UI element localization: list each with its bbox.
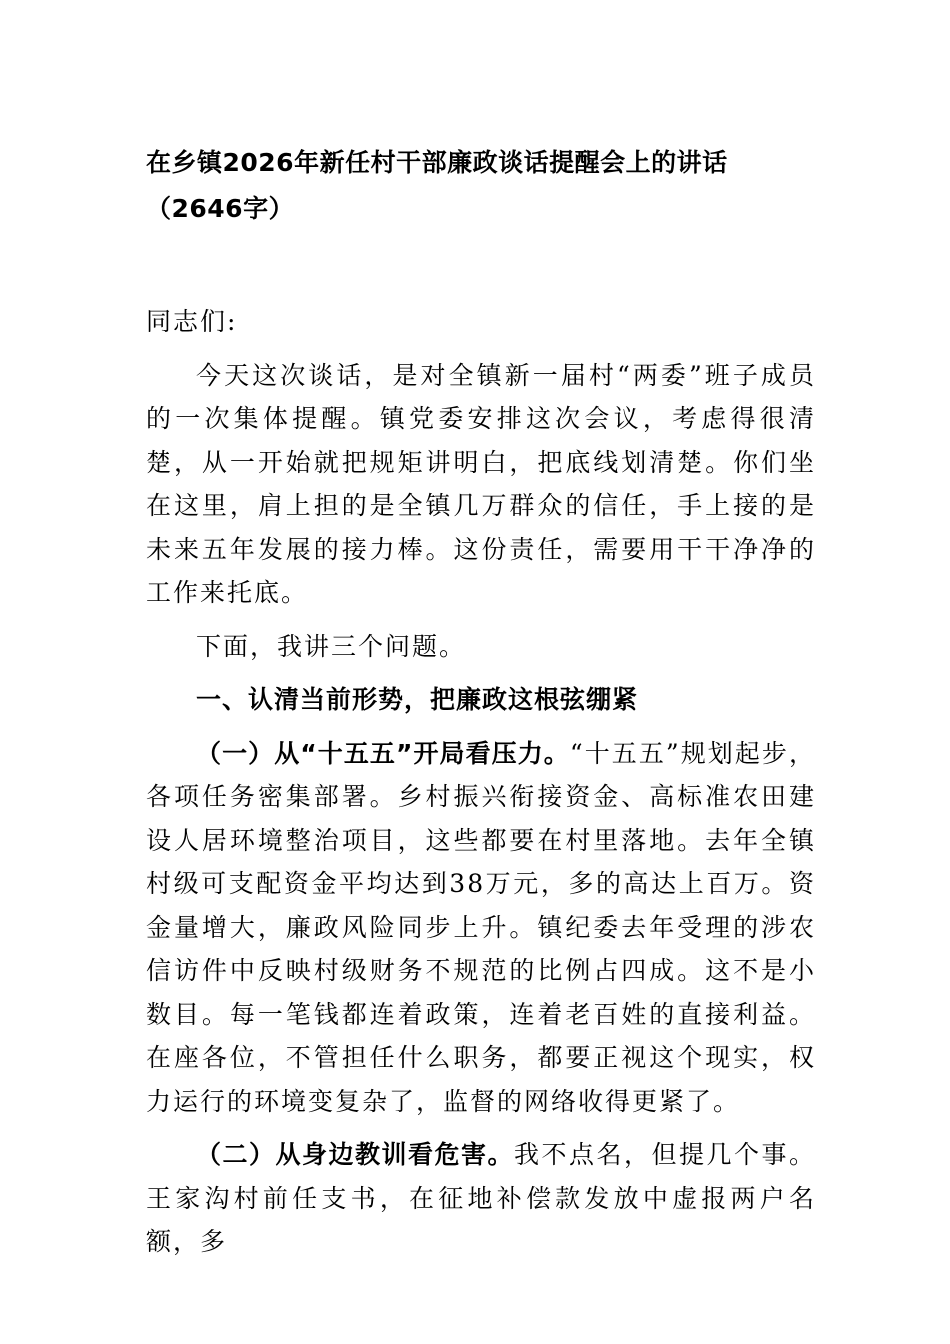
document-body [146, 300, 816, 1274]
salutation: 同志们: [146, 307, 238, 336]
subsection-2-text: 我不点名，但提几个事。王家沟村前任支书，在征地补偿款发放中虚报两户名额，多 [146, 1140, 816, 1256]
subsection-2-title: （二）从身边教训看危害。 [196, 1140, 514, 1169]
section-1-heading: 一、认清当前形势，把廉政这根弦绷紧 [196, 685, 639, 714]
subsection-1-text: “十五五”规划起步，各项任务密集部署。乡村振兴衔接资金、高标准农田建设人居环境整治项目，这些都要在村里落地。去年全镇村级可支配资金平均达到38万元，多的高达上百万。资金量增大，廉政风险同步上升。镇纪委去年受理的涉农信访件中反映村级财务不规范的比例占四成。这不是小数目。每一笔钱都连着政策，连着老百姓的直接利益。在座各位，不管担任什么职务，都要正视这个现实，权力运行的环境变复杂了，监督的网络收得更紧了。 [146, 738, 816, 1116]
document-title: 在乡镇2026年新任村干部廉政谈话提醒会上的讲话（2646字） [146, 148, 728, 223]
transition-paragraph: 下面，我讲三个问题。 [196, 631, 467, 661]
subsection-1-paragraph [146, 732, 816, 1124]
subsection-2-paragraph [146, 1133, 816, 1264]
intro-paragraph: 今天这次谈话，是对全镇新一届村“两委”班子成员的一次集体提醒。镇党委安排这次会议，考虑得很清楚，从一开始就把规矩讲明白，把底线划清楚。你们坐在这里，肩上担的是全镇几万群众的信任，手上接的是未来五年发展的接力棒。这份责任，需要用干干净净的工作来托底。 [146, 360, 816, 607]
subsection-1-title: （一）从“十五五”开局看压力。 [196, 738, 570, 768]
